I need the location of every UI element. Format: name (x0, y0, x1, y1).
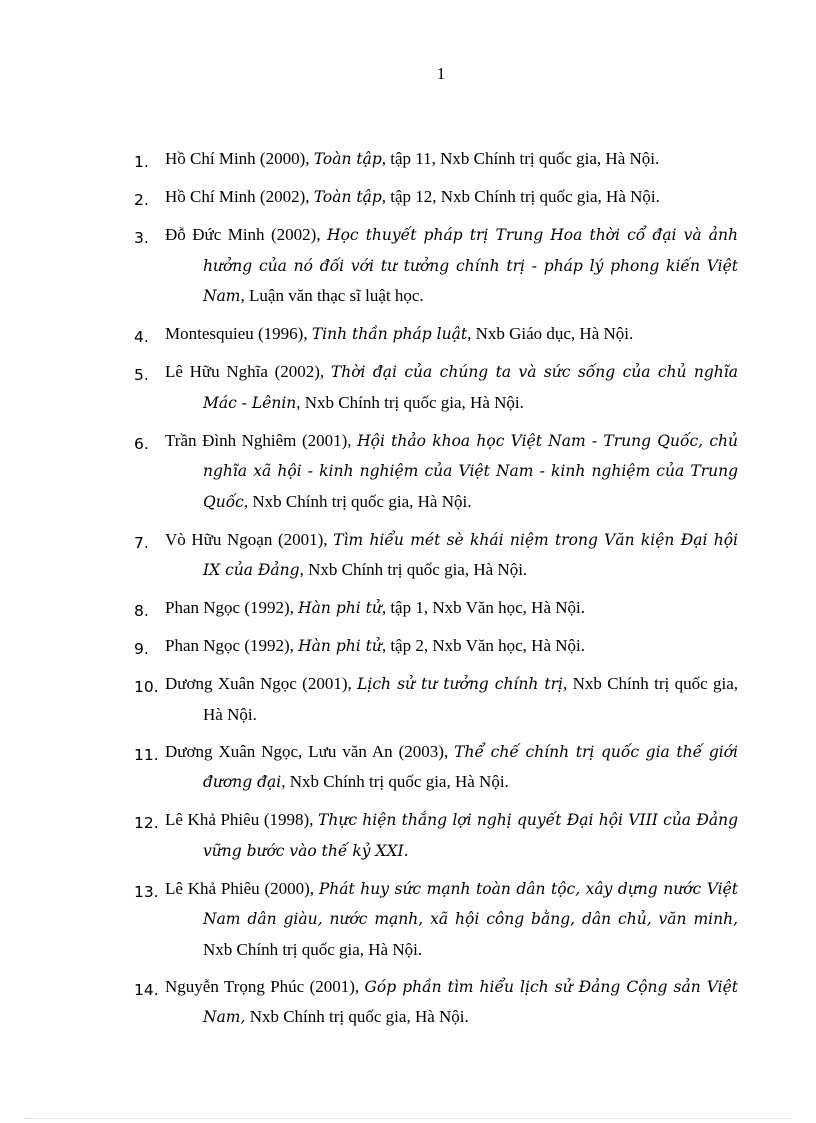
reference-title: Hàn phi tử (298, 599, 382, 617)
reference-item (134, 874, 738, 965)
reference-author: Lê Khả Phiêu (1998), (165, 810, 319, 829)
reference-text (165, 426, 738, 518)
reference-item (134, 220, 738, 312)
reference-item (134, 805, 738, 866)
reference-number: 12. (134, 814, 159, 832)
reference-title: Hàn phi tử (298, 637, 382, 655)
reference-publisher: , Nxb Chính trị quốc gia, Hà Nội. (203, 674, 739, 724)
reference-author: Montesquieu (1996), (165, 324, 312, 343)
reference-item (134, 972, 738, 1033)
reference-text (165, 972, 738, 1033)
reference-text (165, 737, 738, 798)
reference-number: 1. (134, 153, 149, 171)
reference-author: Đỗ Đức Minh (2002), (165, 225, 328, 244)
reference-number: 4. (134, 328, 149, 346)
reference-publisher: , Nxb Chính trị quốc gia, Hà Nội. (296, 392, 524, 412)
reference-title: Thể chế chính trị quốc gia thế giới đương đại (203, 742, 738, 791)
reference-publisher: , tập 11, Nxb Chính trị quốc gia, Hà Nội. (381, 149, 660, 168)
reference-item (134, 357, 738, 418)
reference-number: 2. (134, 191, 149, 209)
reference-title: Thực hiện thắng lợi nghị quyết Đại hội VIII của Đảng vững bước vào thế kỷ XXI. (203, 811, 738, 860)
reference-item (134, 669, 738, 729)
reference-item (134, 319, 738, 350)
reference-item (134, 737, 738, 798)
reference-publisher: , tập 12, Nxb Chính trị quốc gia, Hà Nội. (381, 187, 660, 206)
reference-title: Phát huy sức mạnh toàn dân tộc, xây dựng nước Việt Nam dân giàu, nước mạnh, xã hội công bằng, dân chủ, văn minh, (203, 879, 738, 928)
reference-text (165, 631, 738, 662)
reference-text (165, 220, 738, 312)
reference-title: Học thuyết pháp trị Trung Hoa thời cổ đại và ảnh hưởng của nó đối với tư tưởng chính trị - pháp lý phong kiến Việt Nam (203, 226, 738, 305)
reference-title: Góp phần tìm hiểu lịch sử Đảng Cộng sản Việt Nam, (203, 977, 738, 1026)
reference-number: 10. (134, 678, 159, 696)
reference-text (165, 319, 738, 350)
reference-author: Nguyễn Trọng Phúc (2001), (165, 976, 365, 996)
reference-text (165, 525, 738, 586)
reference-title: Tìm hiểu mét sè khái niệm trong Văn kiện Đại hội IX của Đảng (203, 530, 738, 579)
reference-publisher: Nxb Chính trị quốc gia, Hà Nội. (203, 939, 423, 959)
reference-number: 13. (134, 882, 159, 901)
reference-text (165, 144, 738, 175)
reference-title: Thời đại của chúng ta và sức sống của chủ nghĩa Mác - Lênin (203, 363, 738, 412)
reference-publisher: , Nxb Chính trị quốc gia, Hà Nội. (299, 560, 528, 579)
reference-author: Lê Hữu Nghĩa (2002), (165, 362, 331, 381)
reference-number: 9. (134, 640, 149, 658)
reference-number: 14. (134, 980, 159, 999)
reference-publisher: , Nxb Chính trị quốc gia, Hà Nội. (281, 772, 509, 791)
reference-text (165, 805, 738, 866)
reference-item (134, 426, 738, 518)
reference-title: Toàn tập (313, 150, 382, 168)
reference-author: Phan Ngọc (1992), (165, 598, 299, 617)
reference-item (134, 144, 738, 175)
reference-author: Phan Ngọc (1992), (165, 636, 299, 655)
reference-number: 6. (134, 434, 149, 453)
reference-item (134, 631, 738, 662)
reference-publisher: Nxb Chính trị quốc gia, Hà Nội. (245, 1007, 469, 1026)
reference-text (165, 874, 738, 965)
reference-author: Dương Xuân Ngọc (2001), (165, 674, 358, 693)
reference-text (165, 593, 738, 624)
reference-title: Toàn tập (313, 188, 382, 206)
reference-author: Trần Đình Nghiêm (2001), (165, 430, 358, 450)
reference-title: Tinh thần pháp luật (311, 325, 468, 343)
reference-author: Hồ Chí Minh (2000), (165, 149, 314, 168)
page-bottom-divider (24, 1118, 792, 1119)
reference-publisher: , Nxb Giáo dục, Hà Nội. (467, 324, 634, 343)
reference-number: 5. (134, 366, 149, 384)
reference-text (165, 182, 738, 213)
reference-author: Dương Xuân Ngọc, Lưu văn An (2003), (165, 741, 455, 761)
reference-item (134, 182, 738, 213)
reference-item (134, 525, 738, 586)
reference-number: 8. (134, 602, 149, 620)
reference-publisher: , Nxb Chính trị quốc gia, Hà Nội. (243, 491, 472, 511)
reference-publisher: , Luận văn thạc sĩ luật học. (240, 286, 424, 305)
reference-text (165, 357, 738, 418)
reference-author: Hồ Chí Minh (2002), (165, 187, 314, 206)
reference-list (134, 144, 738, 1040)
page-number: 1 (436, 64, 446, 83)
reference-title: Hội thảo khoa học Việt Nam - Trung Quốc, chủ nghĩa xã hội - kinh nghiệm của Việt Nam - kinh nghiệm của Trung Quốc (203, 431, 738, 511)
reference-title: Lịch sử tư tưởng chính trị (357, 675, 563, 693)
reference-text (165, 669, 738, 729)
reference-number: 3. (134, 229, 149, 247)
reference-publisher: , tập 2, Nxb Văn học, Hà Nội. (381, 636, 586, 655)
reference-author: Lê Khả Phiêu (2000), (165, 878, 319, 898)
reference-item (134, 593, 738, 624)
reference-number: 11. (134, 745, 159, 764)
reference-number: 7. (134, 533, 149, 552)
reference-author: Vò Hữu Ngoạn (2001), (165, 529, 334, 549)
reference-publisher: , tập 1, Nxb Văn học, Hà Nội. (381, 598, 586, 617)
